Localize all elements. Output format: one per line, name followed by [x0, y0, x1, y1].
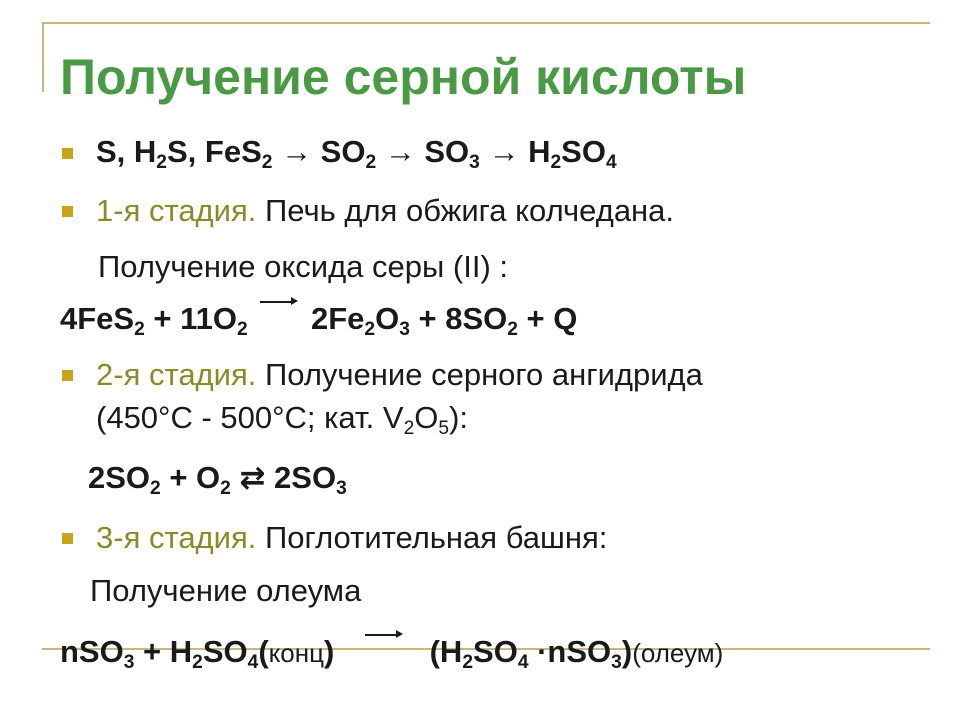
slide-title: Получение серной кислоты	[60, 49, 747, 105]
stage3-line2: Получение олеума	[90, 573, 362, 608]
stage1-line	[96, 193, 674, 229]
stage1-line2: Получение оксида серы (II) :	[98, 249, 508, 284]
stage2-line	[96, 357, 703, 393]
conversion-chain: S, $H_2S$, $FeS_2 \to SO_2 \to SO_3 \to H_2SO_4$	[96, 134, 617, 173]
reaction-arrow-icon	[365, 628, 403, 642]
bullet-icon	[62, 148, 73, 159]
equation-3: $nSO_3 + H_2SO_4(конц)$ ($H_2SO_4$ ·nSO$_3$)(олеум)	[60, 628, 723, 670]
stage1-label: 1-я стадия.	[96, 193, 257, 228]
stage2-conditions: (450°С - 500°С; кат. $V_2O_5$):	[96, 400, 469, 439]
equation-1: $4FeS_2 + 11O_2$ $2Fe_2O_3 + 8SO_2 + Q$	[60, 295, 577, 337]
equation-2: $2SO_2 + O_2$ ⇄ $2SO_3$	[88, 460, 347, 499]
stage1-text: Печь для обжига колчедана.	[256, 193, 675, 228]
conc-label: конц	[268, 638, 325, 669]
frame-left-line	[42, 22, 44, 92]
bullet-icon	[62, 370, 73, 381]
bullet-icon	[62, 533, 73, 544]
stage3-label: 3-я стадия.	[96, 520, 257, 555]
stage3-text: Поглотительная башня:	[256, 520, 608, 555]
stage3-line	[96, 520, 607, 556]
frame-top-line	[42, 22, 930, 24]
reaction-arrow-icon	[260, 295, 298, 309]
stage2-label: 2-я стадия.	[96, 357, 257, 392]
oleum-label: (олеум)	[632, 638, 724, 669]
bullet-icon	[62, 206, 73, 217]
stage2-text: Получение серного ангидрида	[256, 357, 703, 392]
